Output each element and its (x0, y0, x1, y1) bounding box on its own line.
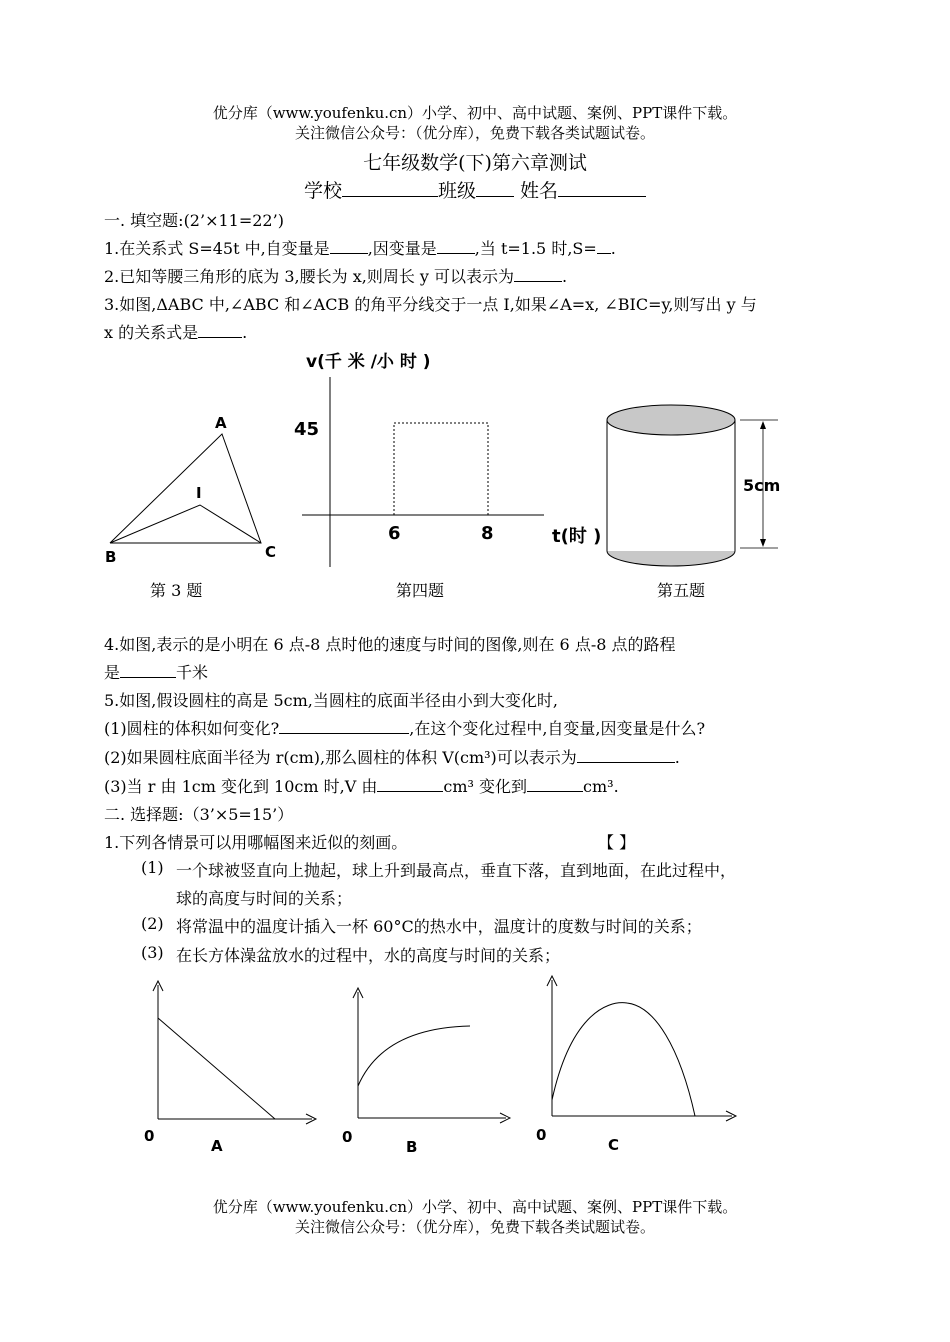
graph-c-curve (552, 1003, 695, 1116)
footer-line-2: 关注微信公众号：（优分库），免费下载各类试题试卷。 (294, 1218, 655, 1236)
origin-label: 0 (342, 1128, 353, 1146)
section2-heading: 二. 选择题:（3’×5=15’） (104, 805, 294, 824)
option-2-num: (2) (141, 914, 164, 933)
class-blank (476, 182, 514, 197)
question-2-1: 1.下列各情景可以用哪幅图来近似的刻画。 (104, 833, 408, 852)
header-line-2: 关注微信公众号：（优分库），免费下载各类试题试卷。 (294, 124, 655, 142)
question-1-2 (104, 264, 567, 287)
q4-text-a: 是 (104, 663, 121, 682)
graph-b-label: B (406, 1138, 418, 1156)
blank (577, 748, 675, 763)
page-title: 七年级数学(下)第六章测试 (363, 152, 587, 174)
graph-a (138, 975, 338, 1155)
blank (120, 663, 176, 678)
name-blank (558, 182, 646, 197)
figure-3-caption: 第 3 题 (150, 581, 203, 600)
student-info (0, 176, 950, 203)
figure-4-caption: 第四题 (396, 581, 445, 600)
question-1-1 (104, 236, 616, 259)
angle-bisectors (110, 505, 261, 543)
vertex-a-label: A (215, 414, 227, 432)
question-1-5-part-1 (104, 716, 705, 739)
graph-a-line (158, 1018, 275, 1119)
incenter-i-label: I (196, 484, 202, 502)
question-1-5-part-3 (104, 774, 619, 797)
q2-text-b: . (562, 267, 568, 286)
graph-a-label: A (211, 1137, 223, 1155)
q3-text-b: . (242, 323, 248, 342)
dim-arrow-down (760, 539, 766, 547)
question-1-3-line-1: 3.如图,ΔABC 中,∠ABC 和∠ACB 的角平分线交于一点 I,如果∠A=x, ∠BIC=y,则写出 y 与 (104, 295, 757, 314)
question-1-3-line-2 (104, 320, 247, 343)
blank (198, 323, 242, 338)
q5-p1-text-b: ,在这个变化过程中,自变量,因变量是什么? (409, 719, 706, 738)
q5-p3-text-b: cm³ 变化到 (443, 777, 528, 796)
answer-bracket: 【 】 (598, 833, 636, 852)
graph-c-label: C (608, 1136, 620, 1154)
height-label: 5cm (743, 476, 781, 495)
blank (279, 719, 409, 734)
x-axis-label: t(时 ) (552, 526, 602, 547)
q5-p3-text-c: cm³. (583, 777, 619, 796)
graph-c (530, 968, 740, 1153)
class-label: 班级 (437, 180, 476, 202)
section1-heading: 一. 填空题:(2’×11=22’) (104, 211, 284, 230)
question-1-4-line-2 (104, 660, 208, 683)
cylinder-figure (600, 395, 800, 585)
blank (330, 239, 368, 254)
speed-segment (394, 423, 488, 515)
header-line-1: 优分库（www.youfenku.cn）小学、初中、高中试题、案例、PPT课件下载。 (212, 104, 738, 122)
q2-text-a: 2.已知等腰三角形的底为 3,腰长为 x,则周长 y 可以表示为 (104, 267, 515, 286)
graph-b-curve (358, 1026, 470, 1086)
option-2-text: 将常温中的温度计插入一杯 60°C的热水中，温度计的度数与时间的关系； (176, 917, 702, 936)
y-axis-label: v(千 米 /小 时 ) (306, 352, 431, 372)
triangle-figure (100, 410, 290, 570)
q3-text-a: x 的关系式是 (104, 323, 199, 342)
dim-arrow-up (760, 421, 766, 429)
blank (514, 267, 562, 282)
q1-text-a: 1.在关系式 S=45t 中,自变量是 (104, 239, 330, 258)
option-1-cont: 球的高度与时间的关系； (176, 889, 353, 908)
school-label: 学校 (303, 180, 342, 202)
tick-8: 8 (481, 523, 494, 544)
tick-45: 45 (294, 419, 320, 440)
blank (377, 777, 443, 792)
q1-text-d: . (610, 239, 616, 258)
blank (597, 239, 611, 254)
question-1-4-line-1: 4.如图,表示的是小明在 6 点-8 点时他的速度与时间的图像,则在 6 点-8 点的路程 (104, 635, 676, 654)
origin-label: 0 (536, 1126, 547, 1144)
vertex-b-label: B (105, 548, 117, 566)
option-3-num: (3) (141, 943, 164, 962)
q4-text-b: 千米 (176, 663, 209, 682)
q5-p1-text-a: (1)圆柱的体积如何变化? (104, 719, 280, 738)
school-blank (342, 182, 438, 197)
cylinder-top (607, 405, 735, 435)
option-3-text: 在长方体澡盆放水的过程中，水的高度与时间的关系； (176, 946, 561, 965)
origin-label: 0 (144, 1127, 155, 1145)
option-1-text: 一个球被竖直向上抛起，球上升到最高点，垂直下落，直到地面，在此过程中， (176, 861, 737, 880)
option-1-num: (1) (141, 858, 164, 877)
figure-5-caption: 第五题 (657, 581, 706, 600)
vertex-c-label: C (265, 543, 277, 561)
footer-line-1: 优分库（www.youfenku.cn）小学、初中、高中试题、案例、PPT课件下载。 (212, 1198, 738, 1216)
q5-p3-text-a: (3)当 r 由 1cm 变化到 10cm 时,V 由 (104, 777, 378, 796)
q1-text-b: ,因变量是 (367, 239, 437, 258)
question-1-5-intro: 5.如图,假设圆柱的高是 5cm,当圆柱的底面半径由小到大变化时, (104, 691, 558, 710)
q5-p2-text-b: . (674, 748, 680, 767)
graph-b (338, 980, 538, 1160)
q1-text-c: ,当 t=1.5 时,S= (474, 239, 597, 258)
q5-p2-text-a: (2)如果圆柱底面半径为 r(cm),那么圆柱的体积 V(cm³)可以表示为 (104, 748, 577, 767)
tick-6: 6 (388, 523, 401, 544)
triangle-abc (110, 434, 261, 543)
question-1-5-part-2 (104, 745, 680, 768)
speed-time-graph (290, 345, 610, 575)
blank (527, 777, 583, 792)
name-label: 姓名 (520, 180, 559, 202)
blank (437, 239, 475, 254)
